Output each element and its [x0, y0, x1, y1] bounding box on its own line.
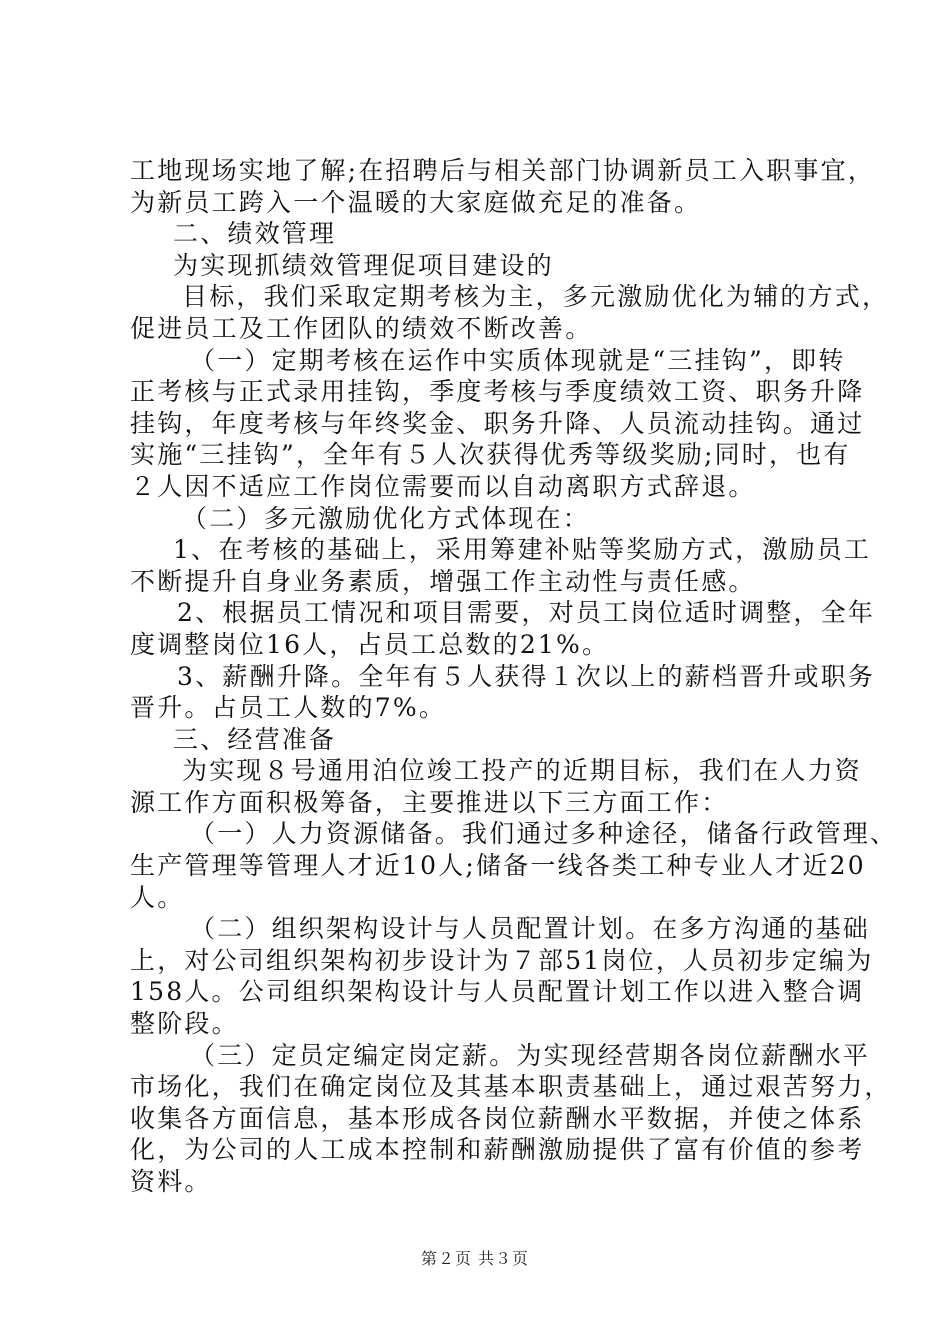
text-line: 度调整岗位16人，占员工总数的21%。	[130, 629, 610, 659]
text-line: 158人。公司组织架构设计与人员配置计划工作以进入整合调	[130, 977, 865, 1007]
text-line: 挂钩，年度考核与年终奖金、职务升降、人员流动挂钩。通过	[130, 408, 865, 438]
text-line: 促进员工及工作团队的绩效不断改善。	[130, 313, 593, 343]
text-line: 上，对公司组织架构初步设计为７部51岗位，人员初步定编为	[130, 945, 874, 975]
text-line: 不断提升自身业务素质，增强工作主动性与责任感。	[130, 566, 756, 596]
text-line: 目标，我们采取定期考核为主，多元激励优化为辅的方式，	[182, 282, 890, 312]
text-line: （三）定员定编定岗定薪。为实现经营期各岗位薪酬水平	[190, 1040, 871, 1070]
text-line: （一）人力资源储备。我们通过多种途径，储备行政管理、	[190, 819, 898, 849]
body-text	[130, 155, 898, 1198]
page-number: 第２页 共３页	[420, 1249, 530, 1268]
text-line: 1、在考核的基础上，采用筹建补贴等奖励方式，激励员工	[173, 535, 872, 565]
text-line: 正考核与正式录用挂钩，季度考核与季度绩效工资、职务升降	[130, 377, 865, 407]
text-line: 工地现场实地了解;在招聘后与相关部门协调新员工入职事宜，	[130, 156, 876, 185]
text-line: （二）多元激励优化方式体现在：	[182, 503, 591, 533]
text-line: 市场化，我们在确定岗位及其基本职责基础上，通过艰苦努力，	[130, 1072, 892, 1102]
text-line: 整阶段。	[130, 1009, 239, 1039]
text-line: 资料。	[130, 1167, 212, 1196]
text-line: 实施“三挂钩”，全年有５人次获得优秀等级奖励;同时，也有	[130, 440, 851, 470]
text-line: ２人因不适应工作岗位需要而以自动离职方式辞退。	[130, 471, 756, 501]
text-line: 收集各方面信息，基本形成各岗位薪酬水平数据，并使之体系	[130, 1103, 865, 1133]
section-heading: 二、绩效管理	[173, 219, 337, 249]
text-line: 生产管理等管理人才近10人;储备一线各类工种专业人才近20	[130, 851, 866, 881]
text-line: 2、根据员工情况和项目需要，对员工岗位适时调整，全年	[177, 598, 876, 628]
text-line: 化，为公司的人工成本控制和薪酬激励提供了富有价值的参考	[130, 1135, 865, 1165]
text-line: 人。	[130, 882, 185, 912]
text-line: （二）组织架构设计与人员配置计划。在多方沟通的基础	[190, 914, 871, 944]
text-line: （一）定期考核在运作中实质体现就是“三挂钩”，即转	[190, 345, 846, 375]
text-line: 3、薪酬升降。全年有５人获得１次以上的薪档晋升或职务	[177, 661, 876, 691]
text-line: 为新员工跨入一个温暖的大家庭做充足的准备。	[130, 187, 702, 217]
text-line: 晋升。占员工人数的7%。	[130, 693, 447, 723]
text-line: 源工作方面积极筹备，主要推进以下三方面工作：	[130, 787, 729, 817]
text-line: 为实现抓绩效管理促项目建设的	[173, 250, 554, 280]
section-heading: 三、经营准备	[173, 724, 337, 754]
text-line: 为实现８号通用泊位竣工投产的近期目标，我们在人力资	[182, 756, 863, 786]
